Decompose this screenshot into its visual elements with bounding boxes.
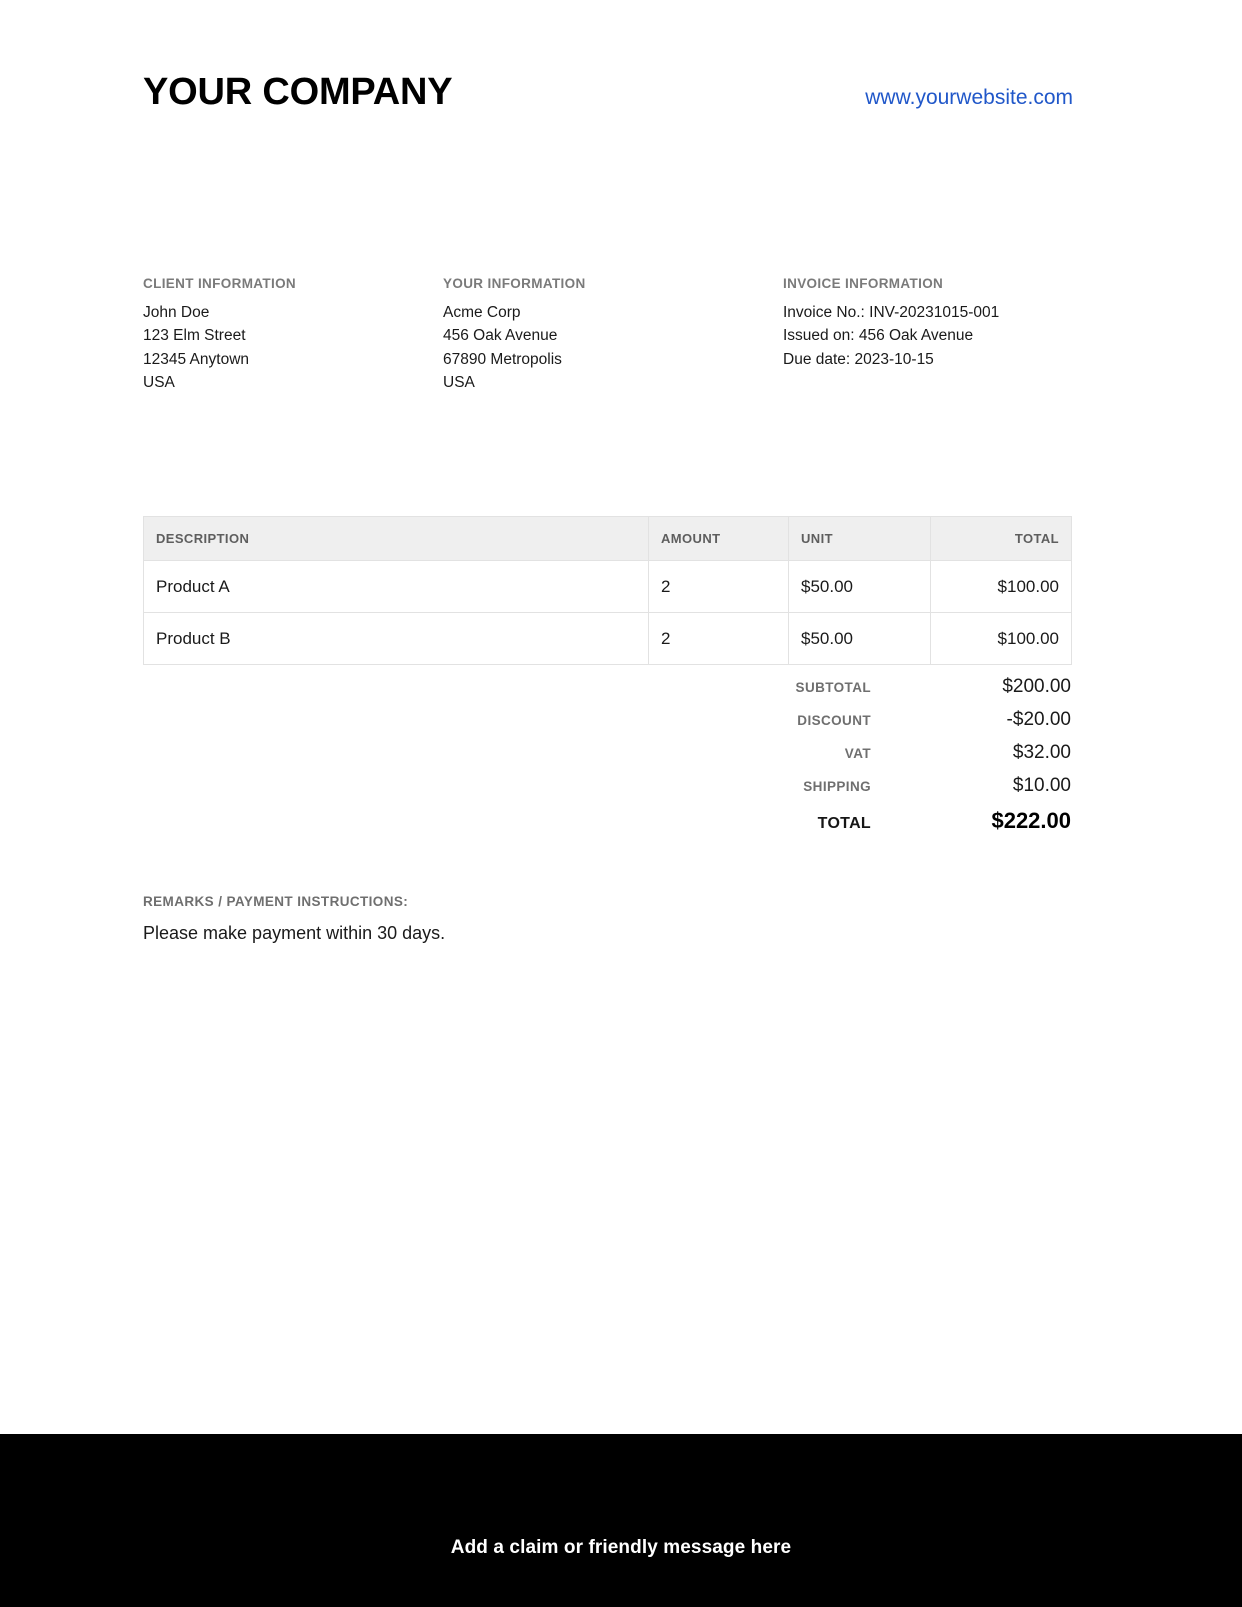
invoice-information-block — [783, 275, 1073, 395]
remarks-section — [143, 893, 843, 946]
company-name: YOUR COMPANY — [143, 71, 453, 113]
cell-amount: 2 — [649, 613, 789, 665]
totals-summary — [620, 676, 1071, 848]
summary-row-shipping — [620, 775, 1071, 808]
your-information-block — [443, 275, 783, 395]
cell-unit: $50.00 — [789, 613, 931, 665]
client-information-line: John Doe — [143, 303, 210, 321]
invoice-information-heading: INVOICE INFORMATION — [783, 276, 944, 291]
cell-total: $100.00 — [931, 561, 1072, 613]
summary-row-total — [620, 808, 1071, 848]
client-information-heading: CLIENT INFORMATION — [143, 276, 297, 291]
remarks-heading: REMARKS / PAYMENT INSTRUCTIONS: — [143, 894, 409, 909]
line-items-table — [143, 516, 1072, 665]
summary-value-subtotal: $200.00 — [1002, 676, 1071, 697]
cell-total: $100.00 — [931, 613, 1072, 665]
your-information-heading: YOUR INFORMATION — [443, 276, 586, 291]
remarks-text: Please make payment within 30 days. — [143, 922, 446, 943]
information-row — [143, 275, 1073, 395]
summary-row-discount — [620, 709, 1071, 742]
client-information-block — [143, 275, 443, 395]
your-information-line: USA — [443, 374, 475, 392]
your-information-line: Acme Corp — [443, 303, 521, 321]
your-information-line: 67890 Metropolis — [443, 350, 562, 368]
column-header-total: TOTAL — [931, 517, 1072, 561]
client-information-line: 12345 Anytown — [143, 350, 250, 368]
summary-value-total: $222.00 — [991, 808, 1071, 833]
invoice-number-line: Invoice No.: INV-20231015-001 — [783, 303, 1000, 321]
summary-row-vat — [620, 742, 1071, 775]
column-header-unit: UNIT — [789, 517, 931, 561]
table-row — [144, 613, 1072, 665]
your-information-line: 456 Oak Avenue — [443, 327, 558, 345]
client-information-line: 123 Elm Street — [143, 327, 246, 345]
line-items-table-body — [144, 561, 1072, 665]
due-date-line: Due date: 2023-10-15 — [783, 350, 934, 368]
line-items-table-head — [144, 517, 1072, 561]
summary-label-discount: DISCOUNT — [797, 713, 871, 728]
summary-value-shipping: $10.00 — [1012, 775, 1071, 796]
summary-label-subtotal: SUBTOTAL — [795, 680, 871, 695]
cell-description: Product B — [144, 613, 649, 665]
column-header-description: DESCRIPTION — [144, 517, 649, 561]
summary-label-vat: VAT — [844, 746, 871, 761]
table-row — [144, 561, 1072, 613]
summary-value-vat: $32.00 — [1012, 742, 1071, 763]
summary-value-discount: -$20.00 — [1006, 709, 1071, 730]
client-information-line: USA — [143, 374, 175, 392]
summary-label-total: TOTAL — [817, 815, 871, 832]
website-link[interactable]: www.yourwebsite.com — [865, 86, 1073, 109]
table-header-row — [144, 517, 1072, 561]
issued-on-line: Issued on: 456 Oak Avenue — [783, 327, 974, 345]
invoice-header — [143, 72, 1073, 114]
column-header-amount: AMOUNT — [649, 517, 789, 561]
invoice-footer — [0, 1434, 1242, 1607]
cell-description: Product A — [144, 561, 649, 613]
summary-label-shipping: SHIPPING — [803, 779, 871, 794]
footer-message: Add a claim or friendly message here — [450, 1536, 792, 1558]
cell-unit: $50.00 — [789, 561, 931, 613]
cell-amount: 2 — [649, 561, 789, 613]
summary-row-subtotal — [620, 676, 1071, 709]
